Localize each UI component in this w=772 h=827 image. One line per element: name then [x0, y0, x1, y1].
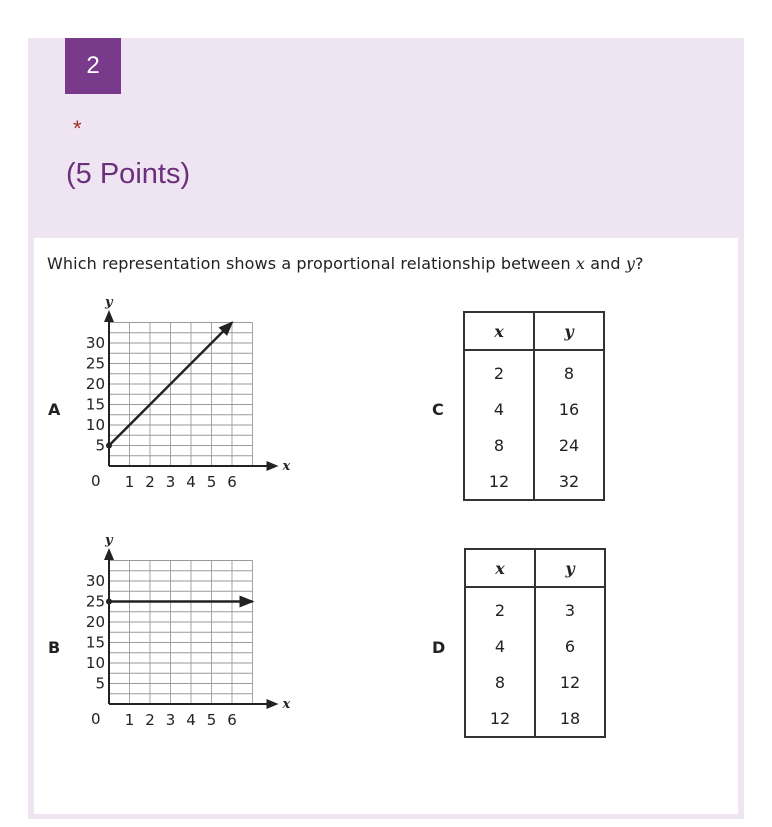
table-d-cell: 3: [535, 587, 605, 628]
table-d-cell: 6: [535, 628, 605, 664]
y-tick-label: 25: [85, 354, 105, 373]
table-d-header-y: y: [535, 549, 605, 587]
table-c-cell: 8: [464, 427, 534, 463]
question-number-badge: 2: [65, 38, 121, 94]
graph-b: [64, 536, 294, 756]
y-axis-label: y: [105, 298, 113, 310]
table-c-header-y: y: [534, 312, 604, 350]
table-d-header-x: x: [465, 549, 535, 587]
x-axis-arrow: [267, 699, 279, 709]
table-row: [465, 664, 605, 700]
x-axis-label: x: [282, 697, 291, 712]
origin-label: 0: [91, 472, 101, 490]
table-d-cell: 4: [465, 628, 535, 664]
x-axis-arrow: [267, 461, 279, 471]
question-points: (5 Points): [66, 158, 191, 190]
table-d-cell: 18: [535, 700, 605, 737]
y-axis-arrow: [104, 548, 114, 560]
y-tick-label: 20: [85, 375, 105, 393]
table-row: [465, 587, 605, 628]
table-d-cell: 2: [465, 587, 535, 628]
y-tick-label: 5: [95, 436, 105, 455]
question-image: [34, 238, 738, 814]
required-mark: *: [73, 116, 82, 141]
table-c-cell: 4: [464, 391, 534, 427]
y-tick-label: 5: [95, 674, 105, 693]
table-row: [464, 427, 604, 463]
origin-label: 0: [91, 710, 101, 728]
option-d-label: D: [432, 638, 446, 657]
data-point-start: [106, 599, 112, 605]
x-axis-label: x: [282, 459, 291, 474]
table-c: [463, 311, 605, 501]
x-tick-label: 1: [124, 473, 135, 491]
table-c-cell: 2: [464, 350, 534, 391]
table-row: [464, 463, 604, 500]
table-row: [464, 391, 604, 427]
x-tick-label: 4: [186, 711, 196, 729]
table-row: [464, 350, 604, 391]
option-a-label: A: [48, 400, 61, 419]
table-d-cell: 12: [535, 664, 605, 700]
x-tick-label: 5: [206, 473, 217, 491]
y-tick-label: 25: [85, 592, 105, 611]
x-tick-label: 5: [206, 711, 217, 729]
x-tick-label: 2: [145, 711, 155, 729]
table-d-cell: 12: [465, 700, 535, 737]
data-point-start: [106, 443, 112, 449]
table-d-cell: 8: [465, 664, 535, 700]
y-tick-label: 10: [85, 654, 105, 672]
y-axis-arrow: [104, 310, 114, 322]
y-tick-label: 15: [85, 633, 105, 652]
table-c-cell: 12: [464, 463, 534, 500]
x-tick-label: 3: [165, 711, 176, 729]
y-tick-label: 20: [85, 613, 105, 631]
graph-a: [64, 298, 294, 518]
table-c-header-x: x: [464, 312, 534, 350]
table-c-cell: 32: [534, 463, 604, 500]
question-card: [28, 38, 744, 819]
x-tick-label: 6: [227, 473, 237, 491]
x-tick-label: 1: [124, 711, 135, 729]
y-tick-label: 30: [85, 334, 105, 352]
x-tick-label: 4: [186, 473, 196, 491]
table-row: [465, 628, 605, 664]
y-tick-label: 15: [85, 395, 105, 414]
table-row: [465, 700, 605, 737]
table-c-cell: 24: [534, 427, 604, 463]
x-tick-label: 6: [227, 711, 237, 729]
option-c-label: C: [432, 400, 444, 419]
option-b-label: B: [48, 638, 61, 657]
y-axis-label: y: [105, 536, 113, 548]
question-prompt: Which representation shows a proportional relationship between x and y?: [47, 254, 644, 273]
x-tick-label: 3: [165, 473, 176, 491]
x-tick-label: 2: [145, 473, 155, 491]
table-c-cell: 8: [534, 350, 604, 391]
y-tick-label: 10: [85, 416, 105, 434]
table-d: [464, 548, 606, 738]
y-tick-label: 30: [85, 572, 105, 590]
table-c-cell: 16: [534, 391, 604, 427]
